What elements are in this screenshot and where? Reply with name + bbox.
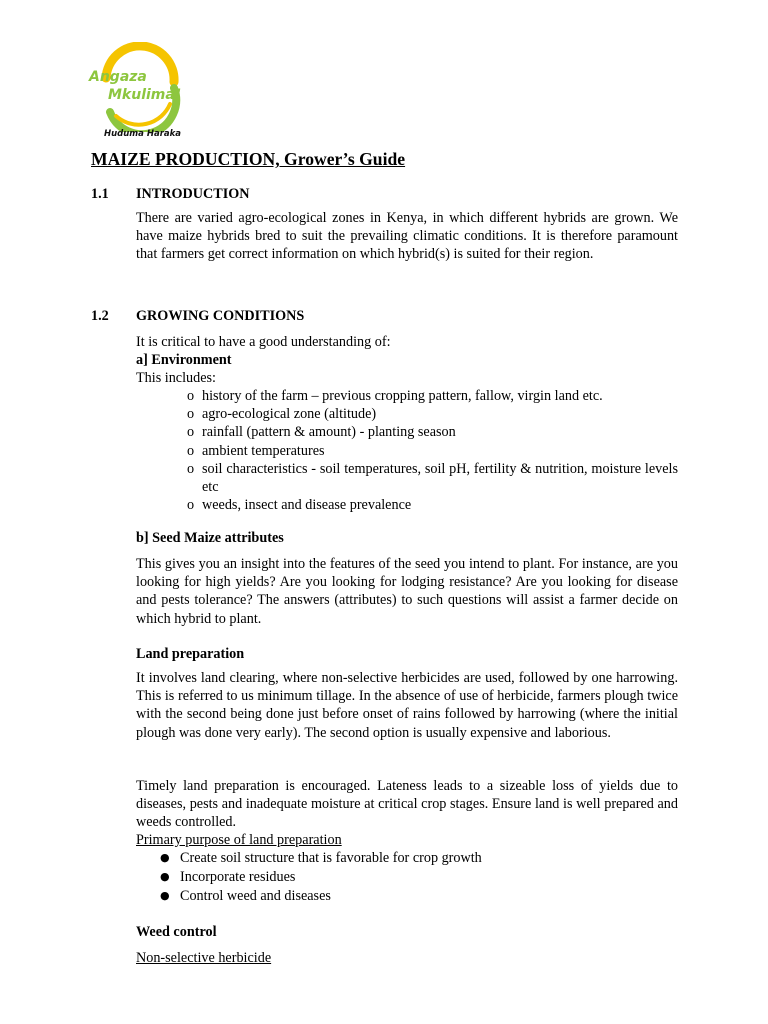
circle-bullet-icon: o — [187, 497, 195, 514]
list-item — [187, 423, 678, 441]
land-preparation-paragraph-1: It involves land clearing, where non-selective herbicides are used, followed by one harrowing. This is referred to us minimum tillage. In the absence of use of herbicide, farmers plough twice with the second being done just before onset of rains followed by harrowing (where the initial plough was done very early). The second option is usually expensive and laborious. — [136, 670, 678, 741]
section-heading-growing-conditions: GROWING CONDITIONS — [136, 308, 305, 324]
seed-attributes-heading: b] Seed Maize attributes — [136, 530, 284, 546]
logo-word-angaza: Angaza — [89, 69, 147, 85]
primary-purpose-heading: Primary purpose of land preparation — [136, 832, 342, 848]
list-item — [187, 442, 678, 460]
introduction-paragraph: There are varied agro-ecological zones in Kenya, in which different hybrids are grown. We have maize hybrids bred to suit the prevailing climatic conditions. It is therefore paramount that farmers get correct information on which hybrid(s) is suited for their region. — [136, 210, 678, 263]
land-preparation-heading: Land preparation — [136, 646, 245, 662]
logo-word-mkulima: Mkulima! — [108, 87, 182, 103]
list-item — [187, 460, 678, 496]
list-item-text: Create soil structure that is favorable for crop growth — [180, 850, 482, 866]
land-preparation-paragraph-2: Timely land preparation is encouraged. Lateness leads to a sizeable loss of yields due to diseases, pests and inadequate moisture at critical crop stages. Ensure land is well prepared and weeds controlled. — [136, 778, 678, 831]
non-selective-herbicide-subheading: Non-selective herbicide — [136, 950, 272, 966]
growing-intro-text: It is critical to have a good understanding of: — [136, 334, 391, 350]
section-heading-introduction: INTRODUCTION — [136, 186, 250, 202]
list-item-text: Control weed and diseases — [180, 888, 331, 904]
section-number-1-2: 1.2 — [91, 308, 109, 324]
list-item-text: Incorporate residues — [180, 869, 296, 885]
list-item — [187, 387, 678, 405]
list-item-text: agro-ecological zone (altitude) — [202, 406, 377, 423]
list-item-text: rainfall (pattern & amount) - planting season — [202, 424, 456, 441]
weed-control-heading: Weed control — [136, 924, 217, 940]
environment-includes-text: This includes: — [136, 370, 216, 386]
list-item-text: weeds, insect and disease prevalence — [202, 497, 412, 514]
list-item-text: soil characteristics - soil temperatures, soil pH, fertility & nutrition, moisture levels etc — [202, 460, 678, 496]
angaza-mkulima-logo — [86, 42, 186, 144]
list-item — [158, 887, 678, 906]
environment-heading: a] Environment — [136, 352, 232, 368]
bullet-dot-icon: ● — [160, 851, 170, 864]
bullet-dot-icon: ● — [160, 870, 170, 883]
seed-attributes-paragraph: This gives you an insight into the features of the seed you intend to plant. For instance, are you looking for high yields? Are you looking for lodging resistance? Are you looking for disease and pests tolerance? The answers (attributes) to such questions will assist a farmer decide on which hybrid to plant. — [136, 556, 678, 627]
environment-list — [187, 387, 678, 514]
circle-bullet-icon: o — [187, 406, 195, 423]
section-number-1-1: 1.1 — [91, 186, 109, 202]
logo-tagline: Huduma Haraka — [104, 129, 182, 139]
bullet-dot-icon: ● — [160, 889, 170, 902]
list-item — [187, 405, 678, 423]
list-item — [158, 868, 678, 887]
list-item-text: history of the farm – previous cropping pattern, fallow, virgin land etc. — [202, 388, 603, 404]
list-item — [187, 496, 678, 514]
purpose-list — [158, 849, 678, 906]
list-item — [158, 849, 678, 868]
circle-bullet-icon: o — [187, 442, 195, 459]
page-title: MAIZE PRODUCTION, Grower’s Guide — [91, 149, 406, 169]
list-item-text: ambient temperatures — [202, 442, 325, 459]
circle-bullet-icon: o — [187, 388, 195, 404]
circle-bullet-icon: o — [187, 460, 195, 477]
circle-bullet-icon: o — [187, 424, 195, 441]
